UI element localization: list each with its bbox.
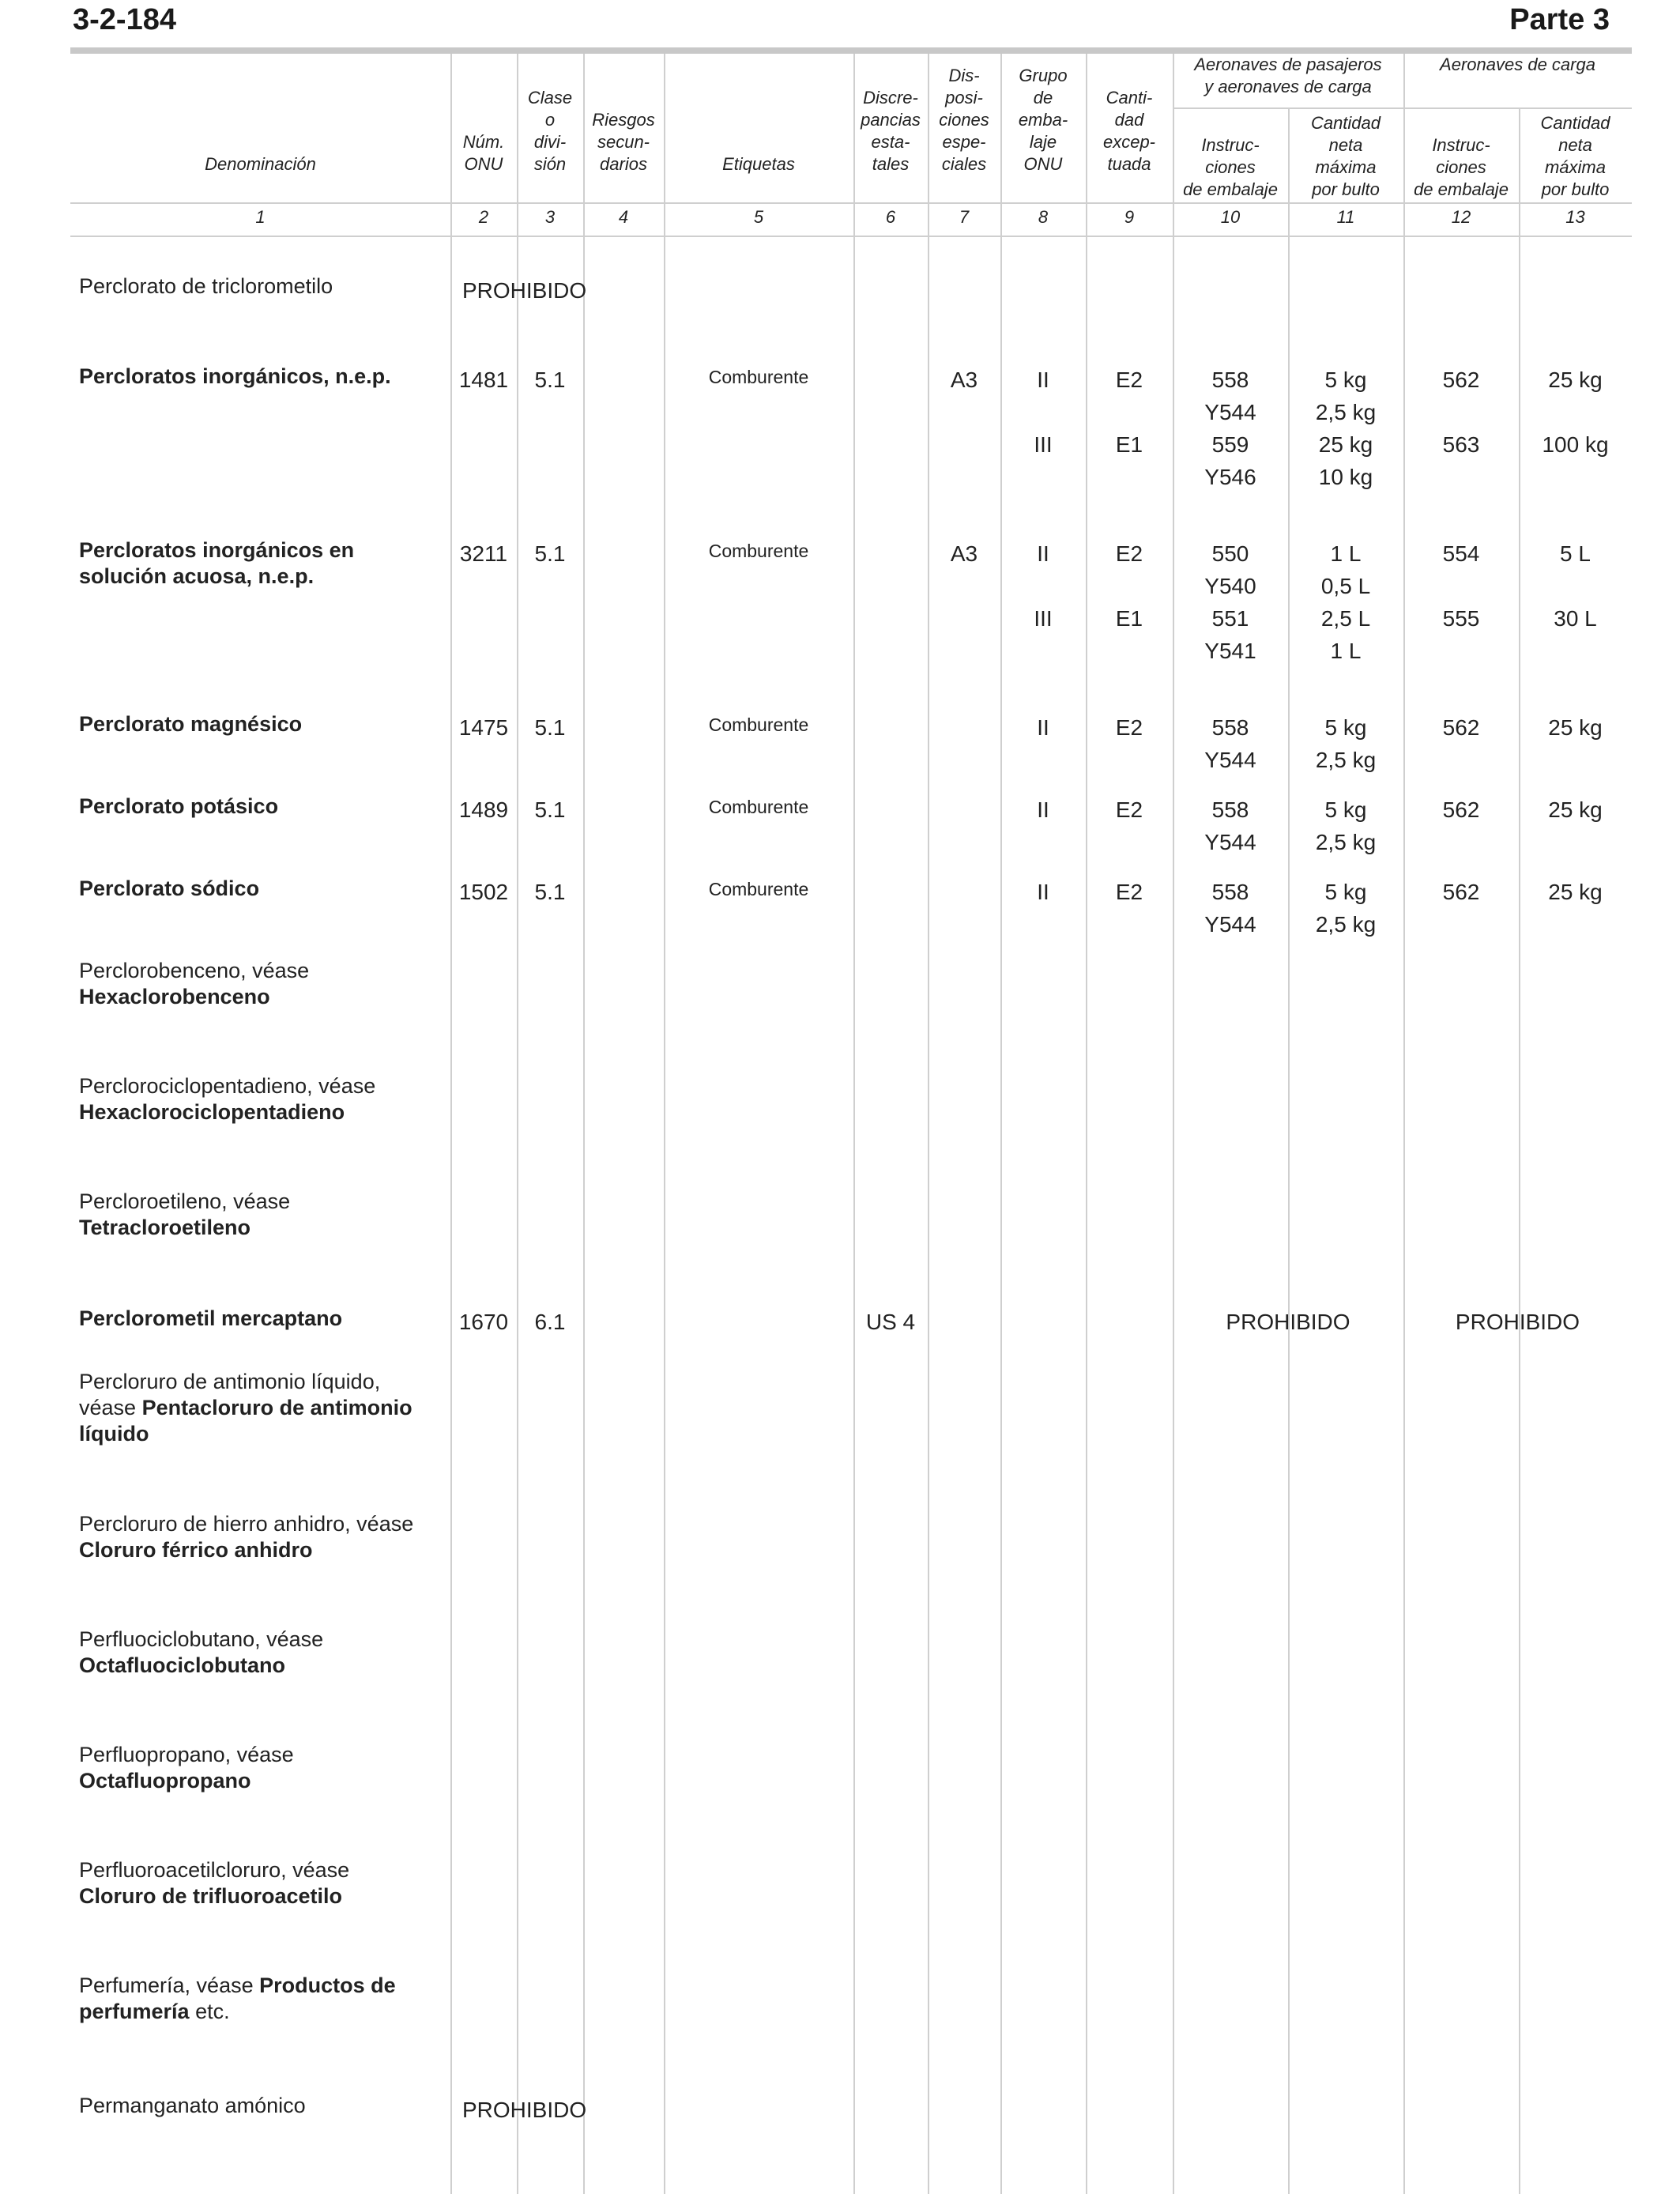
- group-header-rule: [1173, 107, 1632, 109]
- column-number: 13: [1565, 207, 1585, 227]
- label-value: Comburente: [708, 367, 809, 387]
- state-variation: US 4: [865, 1310, 916, 1334]
- cargo-packing-instruction: 562 563: [1442, 368, 1480, 457]
- prohibited-text: PROHIBIDO: [462, 278, 587, 303]
- pax-net-quantity: 5 kg 2,5 kg: [1315, 797, 1377, 854]
- header-clase: Clase o divi- sión: [527, 88, 573, 174]
- entry-name: Perclorato magnésico: [79, 712, 303, 736]
- excepted-quantity: E2: [1115, 880, 1143, 904]
- special-provision: A3: [950, 541, 978, 566]
- cargo-packing-instruction: 562: [1442, 797, 1480, 822]
- packing-group: II: [1037, 797, 1049, 822]
- excepted-quantity: E2 E1: [1115, 541, 1143, 631]
- header-cantidad-exceptuada: Canti- dad excep- tuada: [1102, 88, 1156, 174]
- class-value: 5.1: [534, 880, 566, 904]
- excepted-quantity: E2 E1: [1115, 368, 1143, 457]
- column-number: 8: [1038, 207, 1049, 227]
- cross-reference-entry: Perfumería, véase Productos de perfumería etc.: [79, 1973, 396, 2023]
- packing-group: II: [1037, 715, 1049, 740]
- part-label: Parte 3: [1509, 3, 1610, 36]
- header-num-onu: Núm. ONU: [462, 132, 505, 174]
- pax-packing-instruction: 558 Y544: [1204, 715, 1256, 772]
- top-rule: [70, 47, 1632, 54]
- entry-name: Perclorato sódico: [79, 876, 260, 900]
- cross-reference-entry: Perclorobenceno, véase Hexaclorobenceno: [79, 959, 310, 1008]
- entry-name: Perclorometil mercaptano: [79, 1306, 343, 1330]
- class-value: 5.1: [534, 368, 566, 392]
- column-number: 10: [1220, 207, 1241, 227]
- class-value: 5.1: [534, 797, 566, 822]
- header-cantidad-pax: Cantidad neta máxima por bulto: [1310, 113, 1381, 199]
- page-header: [73, 3, 1610, 46]
- label-value: Comburente: [708, 797, 809, 817]
- header-instrucciones-pax: Instruc- ciones de embalaje: [1183, 135, 1278, 199]
- special-provision: A3: [950, 368, 978, 392]
- header-instrucciones-cargo: Instruc- ciones de embalaje: [1414, 135, 1509, 199]
- header-etiquetas: Etiquetas: [722, 154, 795, 174]
- header-grupo-embalaje: Grupo de emba- laje ONU: [1018, 66, 1068, 174]
- un-number: 1489: [458, 797, 509, 822]
- cross-reference-entry: Percloruro de antimonio líquido, véase Pentacloruro de antimonio líquido: [79, 1370, 412, 1446]
- header-rule: [70, 202, 1632, 204]
- packing-group: II III: [1034, 368, 1053, 457]
- entry-name: Percloratos inorgánicos, n.e.p.: [79, 364, 391, 388]
- column-number: 3: [544, 207, 556, 227]
- header-denominacion: Denominación: [205, 154, 316, 174]
- cross-reference-entry: Perfluopropano, véase Octafluopropano: [79, 1743, 294, 1793]
- un-number: 3211: [459, 541, 508, 566]
- pax-packing-instruction: 558 Y544: [1204, 797, 1256, 854]
- pax-net-quantity: 5 kg 2,5 kg 25 kg 10 kg: [1315, 368, 1377, 489]
- prohibited-text: PROHIBIDO: [462, 2098, 587, 2122]
- cross-reference-entry: Percloruro de hierro anhidro, véase Cloruro férrico anhidro: [79, 1512, 414, 1562]
- cross-reference-entry: Perclorociclopentadieno, véase Hexaclorociclopentadieno: [79, 1074, 376, 1124]
- pax-net-quantity: 5 kg 2,5 kg: [1315, 880, 1377, 937]
- class-value: 5.1: [534, 541, 566, 566]
- column-number: 4: [618, 207, 629, 227]
- label-value: Comburente: [708, 541, 809, 561]
- header-cantidad-cargo: Cantidad neta máxima por bulto: [1540, 113, 1610, 199]
- cargo-packing-instruction: 562: [1442, 880, 1480, 904]
- label-value: Comburente: [708, 714, 809, 735]
- cargo-packing-instruction: 554 555: [1442, 541, 1480, 631]
- pax-packing-instruction: 550 Y540 551 Y541: [1204, 541, 1256, 663]
- header-disposiciones: Dis- posi- ciones espe- ciales: [939, 66, 989, 174]
- un-number: 1502: [458, 880, 509, 904]
- packing-group: II III: [1034, 541, 1053, 631]
- un-number: 1481: [458, 368, 509, 392]
- cross-reference-entry: Percloroetileno, véase Tetracloroetileno: [79, 1189, 291, 1239]
- excepted-quantity: E2: [1115, 797, 1143, 822]
- entry-name: Permanganato amónico: [79, 2094, 306, 2117]
- cargo-prohibited: PROHIBIDO: [1455, 1310, 1580, 1334]
- column-number: 5: [753, 207, 764, 227]
- header-group-cargo: Aeronaves de carga: [1440, 55, 1595, 74]
- cargo-net-quantity: 5 L 30 L: [1554, 541, 1597, 631]
- class-value: 6.1: [534, 1310, 566, 1334]
- cargo-packing-instruction: 562: [1442, 715, 1480, 740]
- class-value: 5.1: [534, 715, 566, 740]
- column-number: 6: [885, 207, 896, 227]
- column-number: 1: [255, 207, 266, 227]
- column-divider: [583, 54, 585, 2194]
- column-number: 9: [1124, 207, 1135, 227]
- header-group-passenger: Aeronaves de pasajeros y aeronaves de carga: [1194, 55, 1382, 96]
- un-number: 1475: [458, 715, 509, 740]
- column-number: 11: [1336, 207, 1355, 227]
- entry-name: Perclorato de triclorometilo: [79, 274, 333, 298]
- pax-packing-instruction: 558 Y544 559 Y546: [1204, 368, 1256, 489]
- packing-group: II: [1037, 880, 1049, 904]
- column-number: 12: [1451, 207, 1471, 227]
- column-number-rule: [70, 236, 1632, 237]
- pax-net-quantity: 5 kg 2,5 kg: [1315, 715, 1377, 772]
- pax-net-quantity: 1 L 0,5 L 2,5 L 1 L: [1320, 541, 1371, 663]
- pax-prohibited: PROHIBIDO: [1226, 1310, 1350, 1334]
- column-number: 7: [959, 207, 970, 227]
- label-value: Comburente: [708, 879, 809, 899]
- entry-name: Perclorato potásico: [79, 794, 279, 818]
- cross-reference-entry: Perfluoroacetilcloruro, véase Cloruro de trifluoroacetilo: [79, 1858, 350, 1908]
- cargo-net-quantity: 25 kg: [1548, 880, 1603, 904]
- column-divider: [853, 54, 855, 2194]
- cargo-net-quantity: 25 kg 100 kg: [1542, 368, 1609, 457]
- entry-name: Percloratos inorgánicos en solución acuosa, n.e.p.: [79, 538, 355, 588]
- excepted-quantity: E2: [1115, 715, 1143, 740]
- cross-reference-entry: Perfluociclobutano, véase Octafluociclobutano: [79, 1627, 324, 1677]
- header-riesgos: Riesgos secun- darios: [592, 110, 655, 174]
- page-number: 3-2-184: [73, 3, 176, 36]
- cargo-net-quantity: 25 kg: [1548, 715, 1603, 740]
- cargo-net-quantity: 25 kg: [1548, 797, 1603, 822]
- pax-packing-instruction: 558 Y544: [1204, 880, 1256, 937]
- column-number: 2: [478, 207, 489, 227]
- un-number: 1670: [458, 1310, 509, 1334]
- header-discrepancias: Discre- pancias esta- tales: [861, 88, 921, 174]
